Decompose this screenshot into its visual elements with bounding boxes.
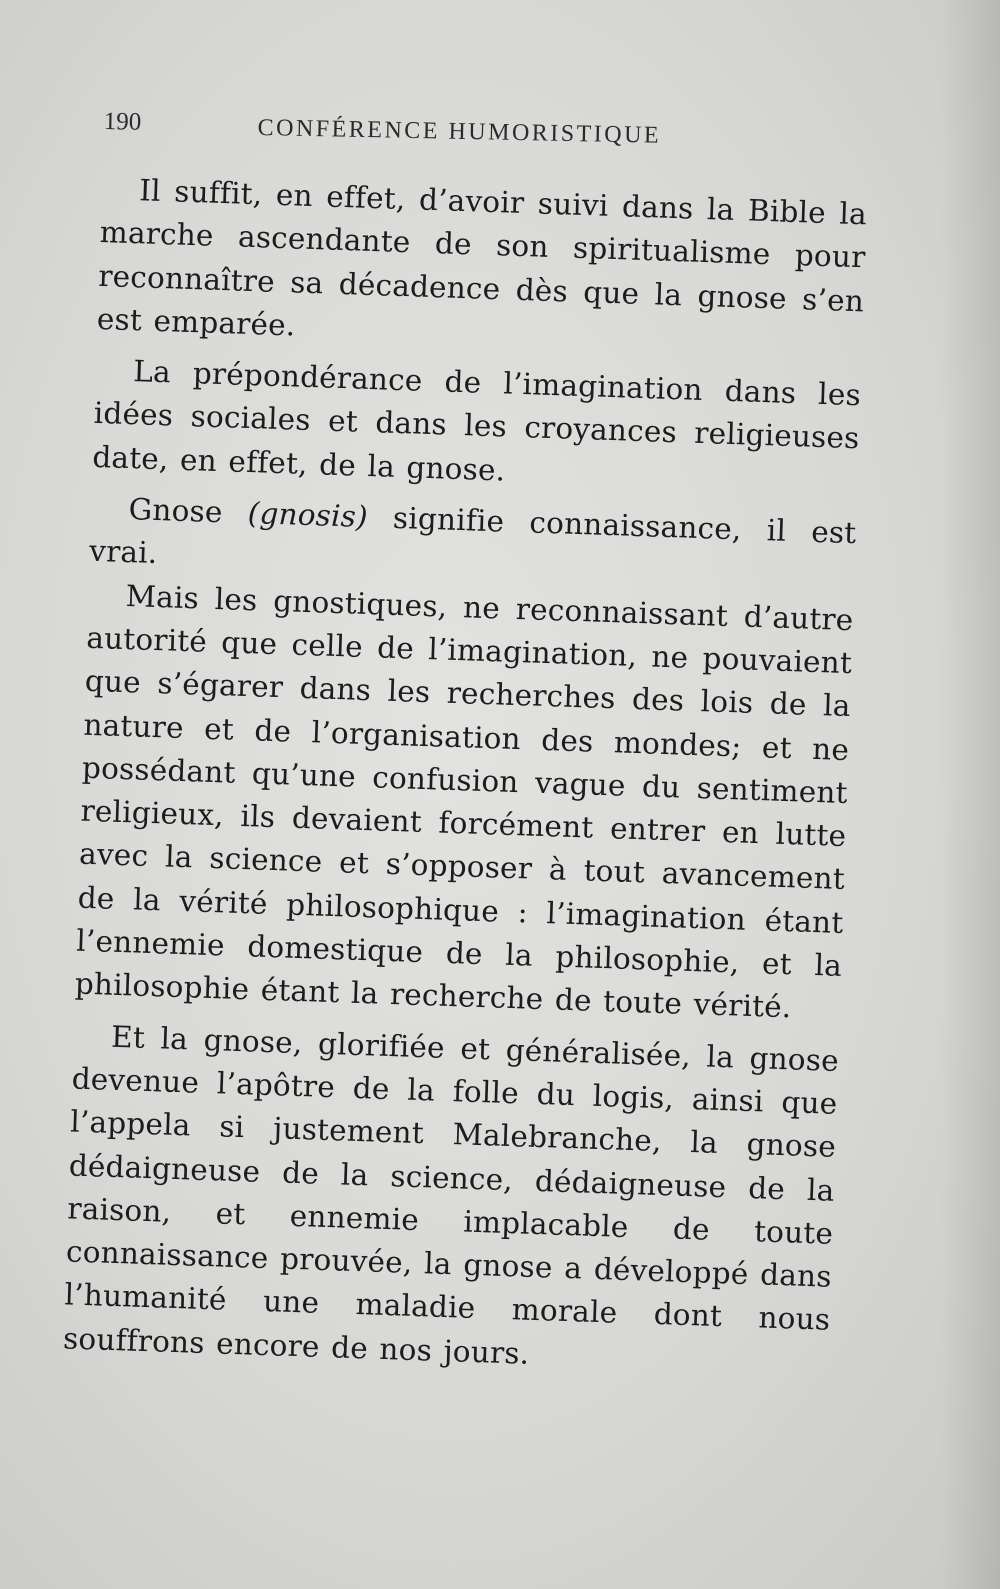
page-header <box>103 108 744 160</box>
running-title: CONFÉRENCE HUMORISTIQUE <box>257 114 662 149</box>
paragraph-1: Il suffit, en effet, d’avoir suivi dans la Bible la marche ascendante de son spiritualisme pour reconnaître sa décadence dès que la gnose s’en est emparée. <box>96 173 868 343</box>
paragraph-3-text-start: Gnose <box>128 492 249 531</box>
body-text <box>62 168 867 1386</box>
paragraph-2: La prépondérance de l’imagination dans les idées sociales et dans les croyances religieuses date, en effet, de la gnose. <box>91 354 862 488</box>
paragraph-3-text-end: signifie connaissance, il est vrai. <box>88 500 857 571</box>
page-number: 190 <box>103 108 142 136</box>
paragraph-3-italic-term: (gnosis) <box>247 496 369 535</box>
paragraph-5: Et la gnose, glorifiée et généralisée, la gnose devenue l’apôtre de la folle du logis, ainsi que l’appela si justement Malebranche, la gnose dédaigneuse de la science, dédaigneuse de la raison, et ennemie implacable de toute connaissance prouvée, la gnose a développé dans l’humanité une maladie morale dont nous souffrons encore de nos jours. <box>62 1019 840 1371</box>
paragraph-4: Mais les gnostiques, ne reconnaissant d’autre autorité que celle de l’imagination, ne pouvaient que s’égarer dans les recherches des lois de la nature et de l’organisation des mondes; et ne possédant qu’une confusion vague du sentiment religieux, ils devaient forcément entrer en lutte avec la science et s’opposer à tout avancement de la vérité philosophique : l’imagination étant l’ennemie domestique de la philosophie, et la philosophie étant la recherche de toute vérité. <box>74 578 854 1025</box>
